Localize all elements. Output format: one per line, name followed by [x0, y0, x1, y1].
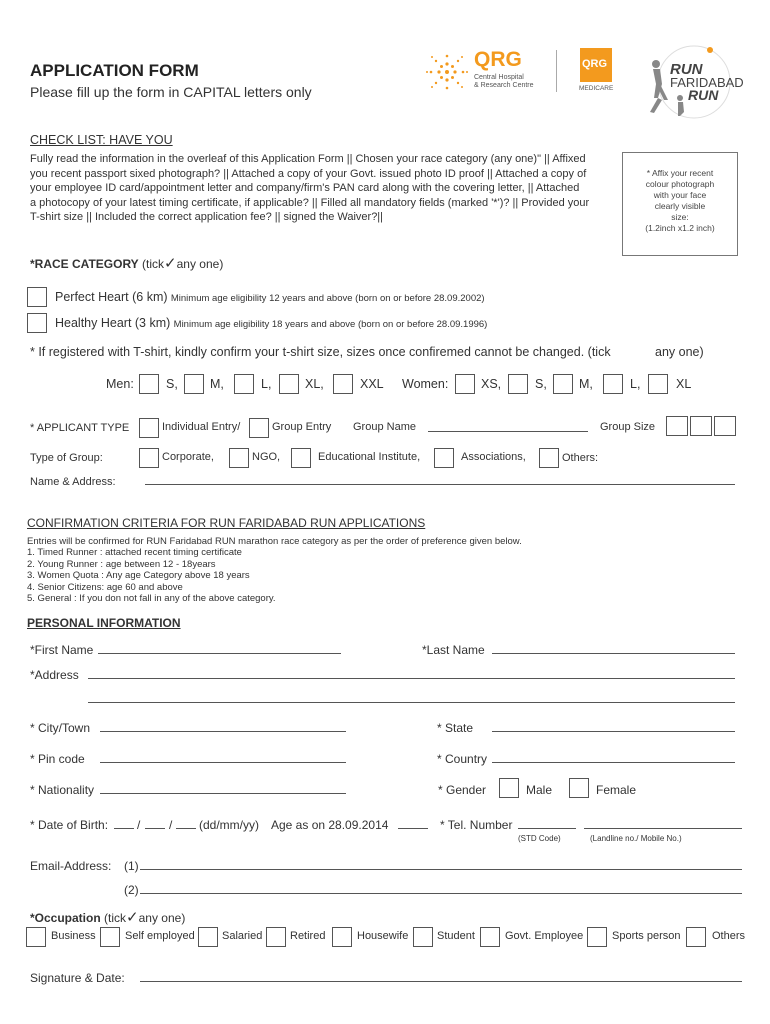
last-name-label: *Last Name	[422, 643, 485, 657]
female-label: Female	[596, 783, 637, 797]
confirmation-item: 4. Senior Citizens: age 60 and above	[27, 581, 183, 593]
email-index: (1)	[124, 859, 139, 873]
checkbox-associations[interactable]	[434, 448, 454, 468]
form-title: APPLICATION FORM	[30, 61, 199, 80]
race-category-heading	[30, 254, 223, 272]
occupation-label: *Occupation	[30, 911, 101, 925]
size-label: S,	[166, 377, 178, 391]
landline-label: (Landline no./ Mobile No.)	[590, 834, 682, 843]
occupation-tick-prefix: (tick	[104, 911, 127, 925]
personal-info-heading: PERSONAL INFORMATION	[27, 616, 181, 630]
checkbox-business[interactable]	[26, 927, 46, 947]
checkbox-retired[interactable]	[266, 927, 286, 947]
address-field-line1[interactable]	[88, 678, 735, 679]
checkbox-women-m[interactable]	[553, 374, 573, 394]
race-option	[55, 290, 485, 304]
first-name-label: *First Name	[30, 643, 94, 657]
confirmation-item: 5. General : If you don not fall in any of the above category.	[27, 593, 276, 605]
checklist-text	[30, 152, 615, 225]
checkbox-salaried[interactable]	[198, 927, 218, 947]
email-index: (2)	[124, 883, 139, 897]
occupation-heading	[30, 908, 185, 926]
group-type-label: NGO,	[252, 451, 281, 463]
checkbox-women-s[interactable]	[508, 374, 528, 394]
dob-month-field[interactable]	[145, 828, 165, 829]
address-label: *Address	[30, 668, 79, 682]
checkbox-women-xs[interactable]	[455, 374, 475, 394]
confirmation-item: 1. Timed Runner : attached recent timing certificate	[27, 547, 242, 559]
qrg-logo: QRG	[474, 48, 522, 71]
run-logo-line2: FARIDABAD	[670, 75, 744, 90]
confirmation-heading: CONFIRMATION CRITERIA FOR RUN FARIDABAD RUN APPLICATIONS	[27, 516, 426, 530]
email-field-1[interactable]	[140, 869, 742, 870]
country-field[interactable]	[492, 762, 735, 763]
checklist-heading: CHECK LIST: HAVE YOU	[30, 133, 173, 147]
tick-icon: ✓	[164, 255, 177, 272]
checkbox-men-l[interactable]	[234, 374, 254, 394]
group-size-digit[interactable]	[666, 416, 688, 436]
tshirt-note: * If registered with T-shirt, kindly confirm your t-shirt size, sizes once confiremed cannot be changed. (tick	[30, 345, 611, 359]
country-label: * Country	[437, 752, 488, 766]
form-subtitle: Please fill up the form in CAPITAL letters only	[30, 84, 312, 100]
checkbox-student[interactable]	[413, 927, 433, 947]
race-tick-suffix: any one)	[176, 257, 224, 271]
group-name-field[interactable]	[428, 431, 588, 432]
checklist-line: your employee ID card/appointment letter and company/firm's PAN card along with the covering letter, || Attached	[30, 182, 580, 194]
hospital-name-line2: & Research Centre	[474, 82, 534, 89]
checkbox-men-xxl[interactable]	[333, 374, 353, 394]
group-size-digit[interactable]	[690, 416, 712, 436]
checklist-line: a photocopy of your latest timing certificate, if applicable? || Filled all mandatory fields (marked '*')? || Provided your	[30, 196, 590, 209]
occupation-option: Sports person	[612, 930, 681, 942]
checkbox-men-xl[interactable]	[279, 374, 299, 394]
medicare-logo-text: QRG	[582, 58, 608, 70]
std-code-label: (STD Code)	[518, 834, 561, 843]
address-field-line2[interactable]	[88, 702, 735, 703]
phone-number-field[interactable]	[584, 828, 742, 829]
confirmation-list	[27, 536, 522, 604]
confirmation-item: 2. Young Runner : age between 12 - 18years	[27, 558, 216, 570]
checkbox-women-xl[interactable]	[648, 374, 668, 394]
race-option-name: Healthy Heart (3 km)	[55, 316, 171, 330]
run-logo-line3: RUN	[688, 87, 719, 103]
nationality-label: * Nationality	[30, 783, 95, 797]
checkbox-men-m[interactable]	[184, 374, 204, 394]
photo-instruction-line: clearly visible	[654, 201, 706, 211]
group-type-label: Others:	[562, 452, 599, 464]
group-size-label: Group Size	[600, 421, 656, 433]
occupation-option: Govt. Employee	[505, 930, 584, 942]
dob-day-field[interactable]	[114, 828, 134, 829]
run-logo-line1: RUN	[670, 61, 703, 78]
occupation-option: Housewife	[357, 930, 409, 942]
group-type-label: Educational Institute,	[318, 451, 421, 463]
checkbox-educational-institute[interactable]	[291, 448, 311, 468]
applicant-type-label: * APPLICANT TYPE	[30, 422, 130, 434]
size-label: L,	[261, 377, 272, 391]
city-label: * City/Town	[30, 721, 91, 735]
name-address-label: Name & Address:	[30, 476, 116, 488]
checkbox-housewife[interactable]	[332, 927, 352, 947]
race-category-label: *RACE CATEGORY	[30, 257, 139, 271]
occupation-option: Salaried	[222, 930, 263, 942]
checkbox-others[interactable]	[539, 448, 559, 468]
size-label: XL,	[305, 377, 324, 391]
group-name-label: Group Name	[353, 421, 416, 433]
dob-format: (dd/mm/yy)	[199, 818, 259, 832]
photo-instruction-line: colour photograph	[645, 179, 715, 189]
city-field[interactable]	[100, 731, 346, 732]
size-label: XL	[676, 377, 692, 391]
checkbox-women-l[interactable]	[603, 374, 623, 394]
run-faridabad-logo	[634, 42, 744, 120]
dob-label: * Date of Birth:	[30, 818, 109, 832]
men-label: Men:	[106, 377, 134, 391]
photo-instruction-line: (1.2inch x1.2 inch)	[645, 223, 715, 233]
size-label: M,	[210, 377, 224, 391]
dob-year-field[interactable]	[176, 828, 196, 829]
checkbox-govt-employee[interactable]	[480, 927, 500, 947]
race-tick-prefix: (tick	[142, 257, 165, 271]
tel-label: * Tel. Number	[440, 818, 513, 832]
checkbox-men-s[interactable]	[139, 374, 159, 394]
checkbox-female[interactable]	[569, 778, 589, 798]
dob-separator: /	[169, 818, 173, 832]
occupation-tick-suffix: any one)	[138, 911, 186, 925]
age-field[interactable]	[398, 828, 428, 829]
pin-code-field[interactable]	[100, 762, 346, 763]
size-label: XS,	[481, 377, 502, 391]
race-option-note: Minimum age eligibility 12 years and above (born on or before 28.09.2002)	[170, 293, 485, 304]
women-label: Women:	[402, 377, 449, 391]
state-field[interactable]	[492, 731, 735, 732]
size-label: M,	[579, 377, 593, 391]
group-entry-label: Group Entry	[272, 421, 332, 433]
tshirt-note-end: any one)	[655, 345, 704, 359]
sun-logo-icon	[424, 50, 470, 94]
group-type-label: Associations,	[461, 451, 526, 463]
photo-instruction-line: * Affix your recent	[646, 168, 714, 178]
checklist-line: T-shirt size || Included the correct application fee? || signed the Waiver?||	[30, 211, 384, 223]
photo-instruction-line: with your face	[653, 190, 707, 200]
first-name-field[interactable]	[98, 653, 341, 654]
checkbox-others-occupation[interactable]	[686, 927, 706, 947]
race-option-note: Minimum age eligibility 18 years and above (born on or before 28.09.1996)	[173, 319, 488, 330]
group-type-label: Corporate,	[162, 451, 214, 463]
checklist-line: Fully read the information in the overleaf of this Application Form || Chosen your race category (any one)" || Affixed	[30, 153, 586, 165]
email-label: Email-Address:	[30, 859, 112, 873]
std-code-field[interactable]	[518, 828, 576, 829]
checkbox-self-employed[interactable]	[100, 927, 120, 947]
hospital-name-line1: Central Hospital	[474, 74, 524, 81]
checkbox-male[interactable]	[499, 778, 519, 798]
medicare-logo	[580, 48, 612, 82]
race-option	[55, 316, 487, 330]
individual-entry-label: Individual Entry/	[162, 421, 241, 433]
gender-label: * Gender	[438, 783, 487, 797]
medicare-label: MEDICARE	[579, 85, 614, 92]
confirmation-item: 3. Women Quota : Any age Category above 18 years	[27, 570, 250, 582]
male-label: Male	[526, 783, 553, 797]
occupation-option: Self employed	[125, 930, 195, 942]
photo-instruction-line: size:	[671, 212, 689, 222]
size-label: S,	[535, 377, 547, 391]
confirmation-intro: Entries will be confirmed for RUN Faridabad RUN marathon race category as per the order of preference given below.	[27, 536, 522, 547]
nationality-field[interactable]	[100, 793, 346, 794]
logo-divider	[556, 50, 557, 92]
name-address-field[interactable]	[145, 484, 735, 485]
checkbox-ngo[interactable]	[229, 448, 249, 468]
type-of-group-label: Type of Group:	[30, 452, 103, 464]
checkbox-healthy-heart[interactable]	[27, 313, 47, 333]
group-size-digit[interactable]	[714, 416, 736, 436]
occupation-option: Business	[51, 930, 96, 942]
size-label: XXL	[360, 377, 384, 391]
checkbox-group-entry[interactable]	[249, 418, 269, 438]
size-label: L,	[630, 377, 641, 391]
checkbox-perfect-heart[interactable]	[27, 287, 47, 307]
checkbox-corporate[interactable]	[139, 448, 159, 468]
email-field-2[interactable]	[140, 893, 742, 894]
race-option-name: Perfect Heart (6 km)	[55, 290, 168, 304]
last-name-field[interactable]	[492, 653, 735, 654]
occupation-option: Others	[712, 930, 746, 942]
checkbox-sports-person[interactable]	[587, 927, 607, 947]
checkbox-individual-entry[interactable]	[139, 418, 159, 438]
dob-separator: /	[137, 818, 141, 832]
photo-box[interactable]	[622, 152, 738, 256]
pin-code-label: * Pin code	[30, 752, 85, 766]
occupation-option: Student	[437, 930, 475, 942]
tick-icon: ✓	[126, 909, 139, 926]
signature-field[interactable]	[140, 981, 742, 982]
state-label: * State	[437, 721, 474, 735]
checklist-line: you recent passport sixed photograph? || Attached a copy of your Govt. issued photo ID proof || Attached a copy of	[30, 167, 587, 180]
signature-label: Signature & Date:	[30, 971, 125, 985]
occupation-option: Retired	[290, 930, 326, 942]
age-as-on-label: Age as on 28.09.2014	[271, 818, 389, 832]
